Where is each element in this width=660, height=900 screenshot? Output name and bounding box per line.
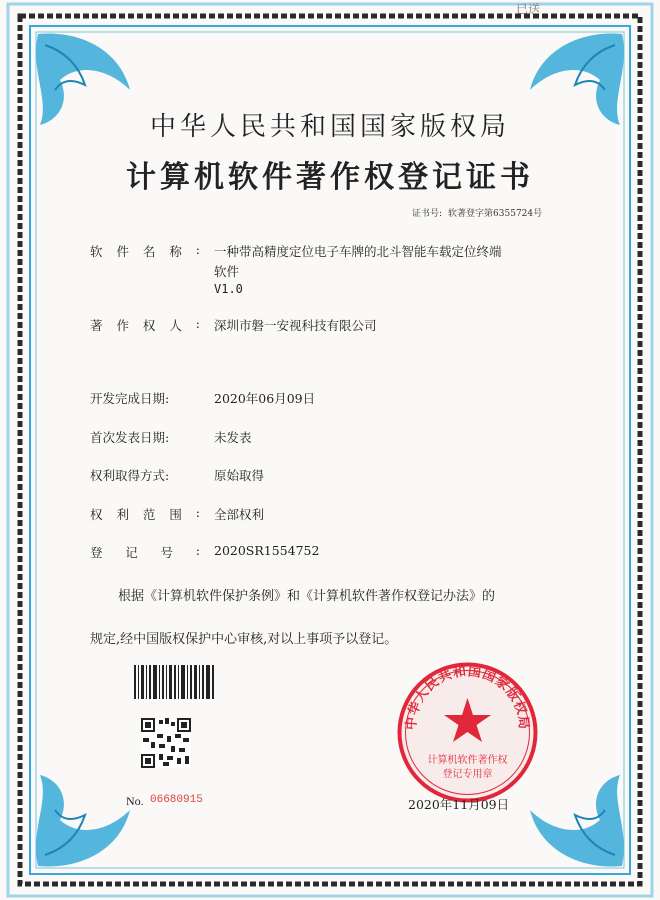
issuing-authority: 中华人民共和国国家版权局 bbox=[149, 112, 510, 142]
statement-line-1: 根据《计算机软件保护条例》和《计算机软件著作权登记办法》的 bbox=[118, 589, 496, 604]
field-label-char: : bbox=[195, 543, 200, 558]
statement-line-2: 规定,经中国版权保护中心审核,对以上事项予以登记。 bbox=[90, 632, 398, 647]
field-label bbox=[90, 389, 200, 407]
field-label-text: 权利取得方式: bbox=[90, 468, 170, 483]
seal-inner-line-1: 计算机软件著作权 bbox=[427, 755, 508, 766]
field-value: 全部权利 bbox=[214, 507, 265, 522]
field-value: 2020SR1554752 bbox=[214, 543, 320, 558]
field-label-char: 记 bbox=[125, 545, 138, 560]
field-value: 未发表 bbox=[214, 430, 252, 445]
certificate-title: 计算机软件著作权登记证书 bbox=[126, 160, 534, 195]
seal-outer-text: 中华人民共和国国家版权局 bbox=[404, 664, 531, 731]
field-label-char: 称 bbox=[169, 244, 182, 259]
certificate-number bbox=[412, 206, 548, 219]
field-label bbox=[90, 505, 200, 523]
certificate-number-label: 证书号: bbox=[412, 209, 443, 219]
field-label-char: 件 bbox=[116, 244, 129, 259]
official-seal-icon bbox=[395, 660, 540, 805]
field-label-char: 人 bbox=[169, 318, 182, 333]
field-label-text: 开发完成日期: bbox=[90, 391, 170, 406]
issue-date: 2020年11月09日 bbox=[408, 797, 510, 812]
field-label-text: 首次发表日期: bbox=[90, 430, 170, 445]
field-value: 原始取得 bbox=[214, 468, 265, 483]
field-label bbox=[90, 466, 200, 484]
certificate-number-value: 软著登字第6355724号 bbox=[448, 209, 543, 219]
barcode bbox=[134, 665, 216, 699]
software-name-line-1: 一种带高精度定位电子车牌的北斗智能车载定位终端 bbox=[214, 244, 502, 259]
field-label-char: 登 bbox=[90, 545, 103, 560]
field-label-char: 权 bbox=[90, 507, 103, 522]
field-label-char: 作 bbox=[116, 318, 129, 333]
qr-code bbox=[141, 718, 191, 768]
field-value: 2020年06月09日 bbox=[214, 391, 316, 406]
field-label-char: 软 bbox=[90, 244, 103, 259]
software-name-line-2: 软件 bbox=[214, 264, 240, 279]
software-version: V1.0 bbox=[214, 282, 243, 296]
handwritten-mark: 已送 bbox=[516, 2, 541, 16]
field-label bbox=[90, 242, 200, 260]
field-label-char: 范 bbox=[142, 507, 156, 522]
field-label-char: 围 bbox=[169, 507, 182, 522]
field-label-char: 名 bbox=[142, 244, 156, 259]
field-label-char: 著 bbox=[90, 318, 103, 333]
field-value bbox=[214, 242, 502, 296]
field-label bbox=[90, 316, 200, 334]
field-label bbox=[90, 428, 200, 446]
seal-inner-line-2: 登记专用章 bbox=[442, 769, 493, 780]
field-label bbox=[90, 543, 200, 561]
field-label-char: : bbox=[195, 505, 200, 520]
serial-number: 06680915 bbox=[150, 794, 203, 806]
field-value: 深圳市磐一安视科技有限公司 bbox=[214, 318, 377, 333]
field-label-char: : bbox=[195, 316, 200, 331]
field-label-char: 利 bbox=[116, 507, 129, 522]
field-label-char: 号 bbox=[160, 545, 174, 560]
serial-label: No. bbox=[126, 794, 144, 808]
field-label-char: 权 bbox=[142, 318, 156, 333]
field-label-char: : bbox=[195, 242, 200, 257]
